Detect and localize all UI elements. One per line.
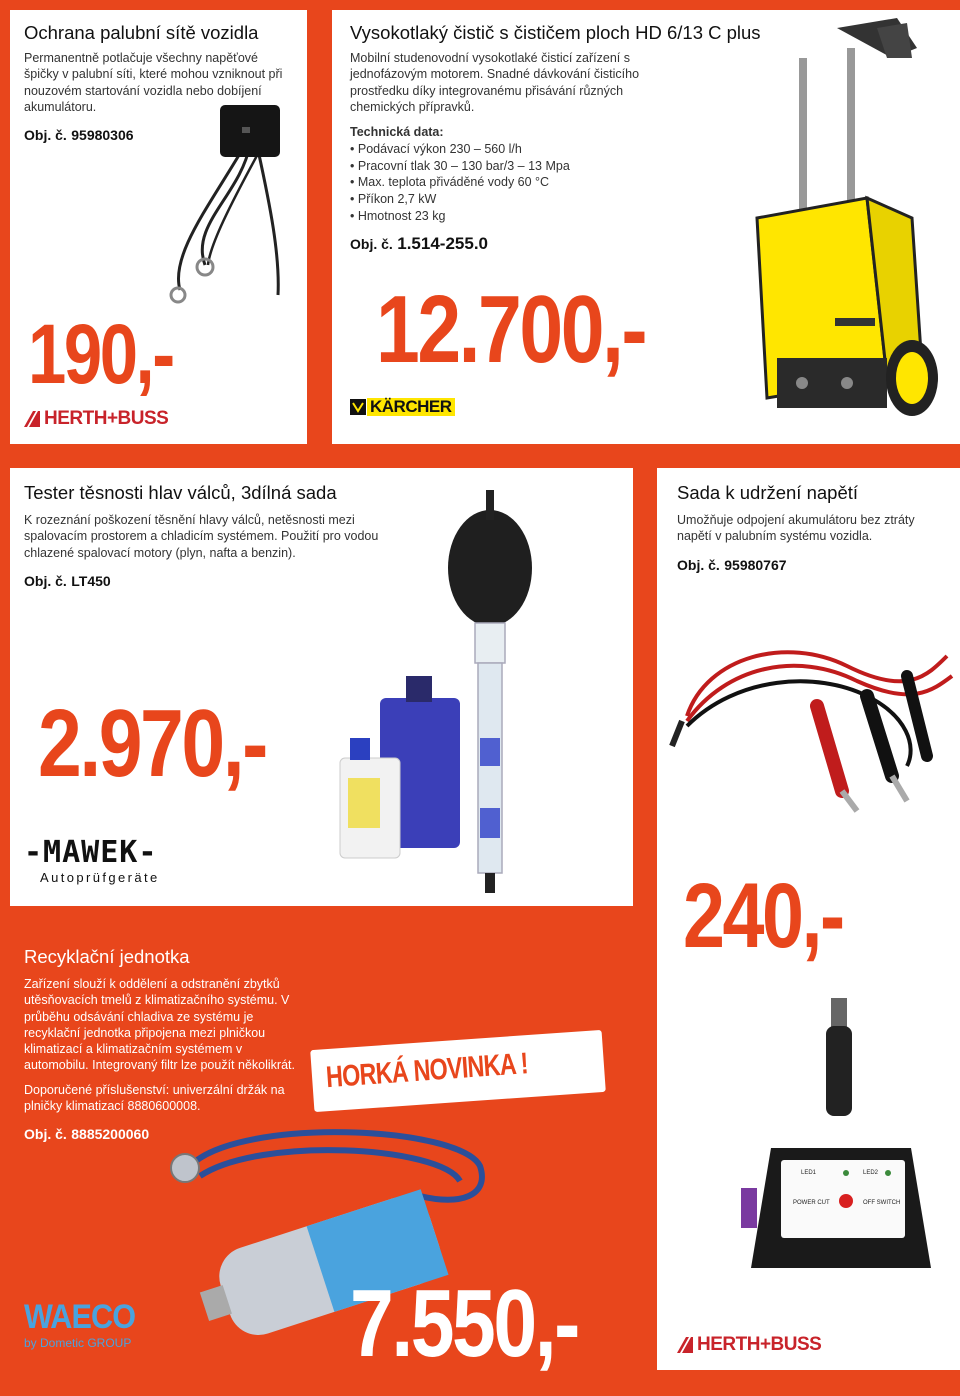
order-number: Obj. č. 95980767 [677,556,787,573]
hot-news-badge: HORKÁ NOVINKA ! [310,1030,606,1112]
herth-buss-mark-icon [677,1337,693,1353]
product-title: Tester těsnosti hlav válců, 3dílná sada [24,482,337,503]
herth-buss-mark-icon [24,411,40,427]
order-number: Obj. č. 95980306 [24,127,134,144]
price: 7.550,- [350,1270,578,1377]
brand-logo-herth-buss: HERTH+BUSS [677,1334,821,1356]
off-switch-label: OFF SWITCH [863,1200,901,1206]
product-title: Sada k udržení napětí [677,482,859,503]
order-number: Obj. č. 1.514-255.0 [350,234,488,254]
product-description: Mobilní studenovodní vysokotlaké čisticí zařízení s jednofázovým motorem. Snadné dávkování čisticího prostředku díky integrovanému přisávání různých chemických přípravků. [350,51,640,114]
led2-label: LED2 [863,1170,879,1176]
tester-kit-image [310,488,570,908]
price: 190,- [28,307,173,401]
spec-item: • Pracovní tlak 30 – 130 bar/3 – 13 Mpa [350,158,820,175]
pressure-washer-image [717,18,957,438]
order-number: Obj. č. 8885200060 [24,1126,150,1143]
spec-item: • Max. teplota přiváděné vody 60 °C [350,174,820,191]
led2-icon [885,1170,891,1176]
tech-data-label: Technická data: [350,125,444,140]
voltage-device-image [741,998,941,1278]
cable-clips-image [667,596,960,816]
product-description: Zařízení slouží k oddělení a odstranění zbytků utěsňovacích tmelů z klimatizačního systému. V průběhu odsávání chladiva ze systému je recyklační jednotka připojena mezi plničkou klimatizací a klimatizačním systémem v automobilu. Integrovaný filtr lze použít několikrát. [24,977,295,1073]
spec-item: • Podávací výkon 230 – 560 l/h [350,141,820,158]
brand-logo-waeco: WAECO by Dometic GROUP [24,1298,136,1350]
spec-item: • Hmotnost 23 kg [350,208,820,225]
product-description: Umožňuje odpojení akumulátoru bez ztráty napětí v palubním systému vozidla. [677,513,915,544]
spec-item: • Příkon 2,7 kW [350,191,820,208]
price: 2.970,- [38,690,266,797]
surge-protector-image [150,105,310,305]
product-card-protection [10,10,307,444]
product-description: K rozeznání poškození těsnění hlavy válců, netěsnosti mezi spalovacím prostorem a chladicím systémem. Použití pro vodou chlazené spalovací motory (plyn, nafta a benzin). [24,513,379,560]
brand-logo-mawek: -MAWEK- Autoprüfgeräte [24,835,160,885]
product-title: Vysokotlaký čistič s čističem ploch HD 6/13 C plus [350,22,761,43]
brand-logo-karcher: KÄRCHER [350,398,455,416]
order-number: Obj. č. LT450 [24,572,111,589]
device-panel [781,1160,905,1238]
brand-logo-herth-buss: HERTH+BUSS [24,408,168,430]
product-description: Permanentně potlačuje všechny napěťové špičky v palubní síti, které mohou vzniknout při nouzovém startování vozidla nebo dobíjení akumulátoru. [24,51,283,114]
product-card-tester [10,468,633,906]
led1-label: LED1 [801,1170,817,1176]
price: 12.700,- [376,276,646,383]
accessory-note: Doporučené příslušenství: univerzální držák na plničky klimatizací 8880600008. [24,1082,285,1113]
product-title: Ochrana palubní sítě vozidla [24,22,259,43]
product-card-voltage [657,468,960,1370]
product-title: Recyklační jednotka [24,946,190,967]
off-switch-button [839,1194,853,1208]
price: 240,- [683,865,843,967]
karcher-mark-icon [350,399,366,415]
led1-icon [843,1170,849,1176]
product-card-washer [332,10,960,444]
product-section-recycling [10,930,650,1377]
power-cut-label: POWER CUT [793,1200,830,1206]
